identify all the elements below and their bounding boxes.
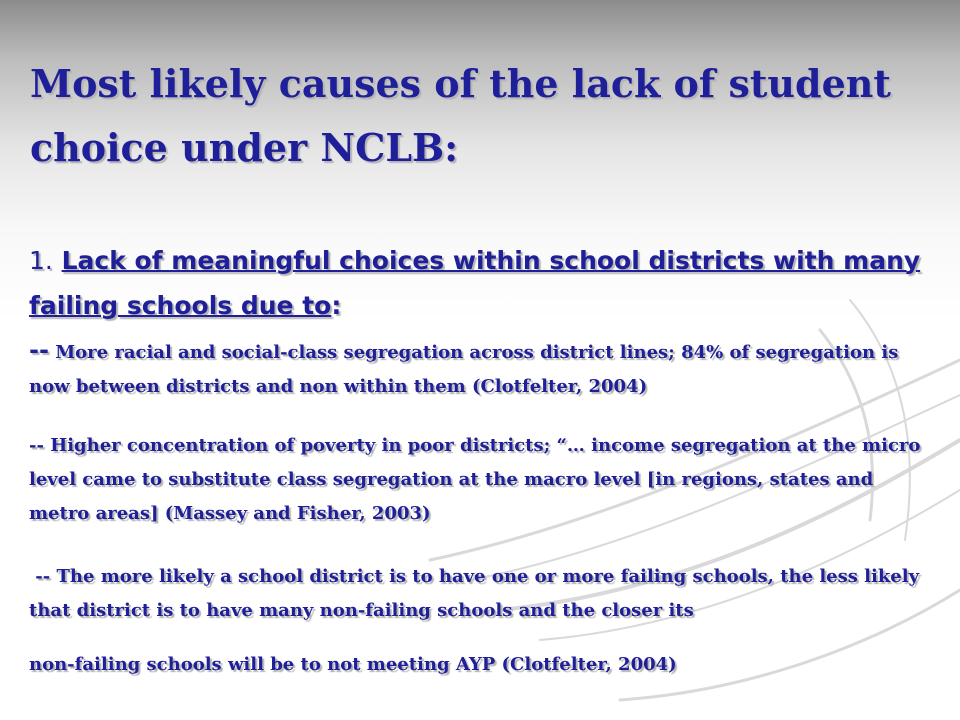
point-1-heading bbox=[29, 238, 929, 328]
sub-point-segregation bbox=[29, 333, 929, 404]
sub-point-failing-schools-continued: non-failing schools will be to not meeting AYP (Clotfelter, 2004) bbox=[29, 654, 677, 675]
sub-point-failing-schools bbox=[29, 560, 929, 628]
point-1-heading-colon: : bbox=[331, 291, 342, 320]
point-1-heading-text: Lack of meaningful choices within school districts with many failing schools due to bbox=[29, 246, 921, 320]
sub-point-segregation-text: More racial and social-class segregation across district lines; 84% of segregation is now between districts and non within them (Clotfelter, 2004) bbox=[29, 342, 899, 397]
point-number: 1. bbox=[29, 246, 53, 275]
sub-point-failing-schools-text: -- The more likely a school district is to have one or more failing schools, the less likely that district is to have many non-failing schools and the closer its bbox=[29, 566, 920, 621]
slide-title: Most likely causes of the lack of student choice under NCLB: bbox=[30, 61, 891, 170]
sub-point-poverty: -- Higher concentration of poverty in poor districts; “… income segregation at the micro level came to substitute class segregation at the macro level [in regions, states and metro areas] (Massey and Fisher, 2003) bbox=[29, 435, 921, 524]
dash-marker: -- bbox=[29, 336, 49, 364]
